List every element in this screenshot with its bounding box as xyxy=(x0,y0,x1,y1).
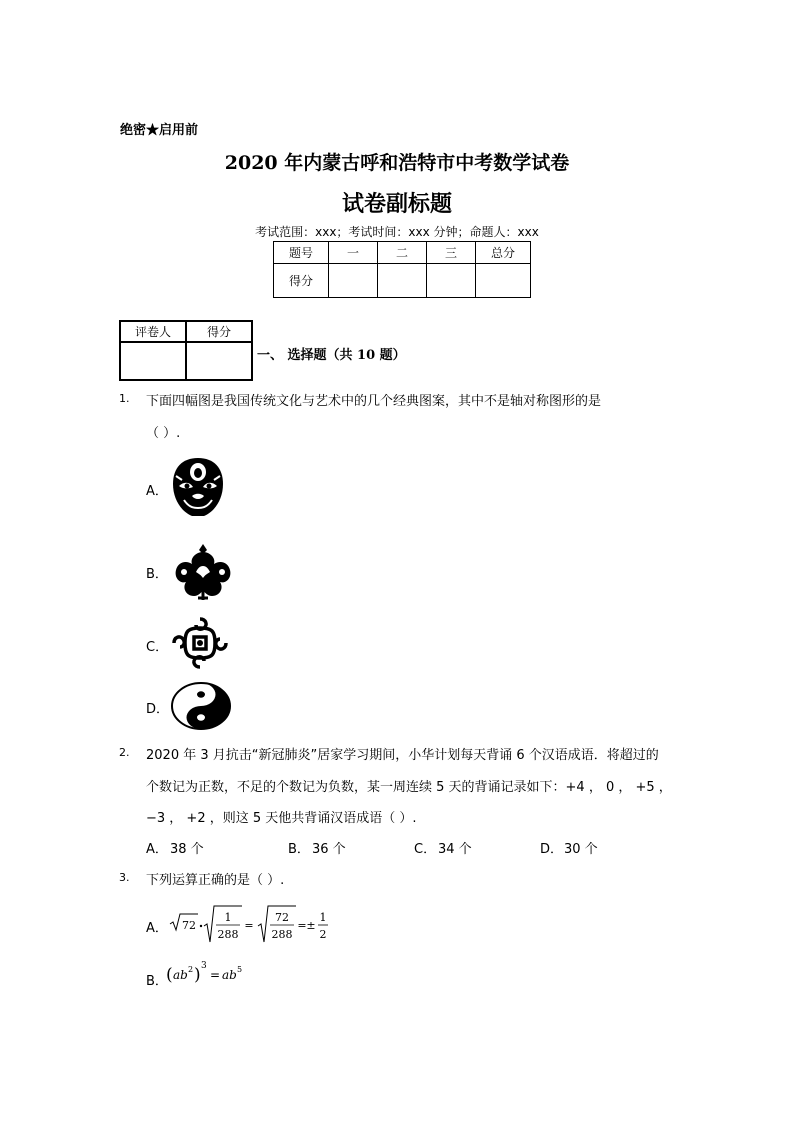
question-number: 1. xyxy=(119,392,130,405)
question-text: 个数记为正数，不足的个数记为负数，某一周连续 5 天的背诵记录如下：+4 ， 0 ， +5 ， xyxy=(146,780,672,795)
score-input-cell[interactable] xyxy=(476,264,531,298)
score-input-cell[interactable] xyxy=(329,264,378,298)
math-expression-b xyxy=(166,958,256,988)
opera-mask-icon xyxy=(170,456,226,518)
grader-input-cell[interactable] xyxy=(120,342,186,380)
option-label[interactable]: D． xyxy=(540,842,564,857)
option-label[interactable]: A． xyxy=(146,842,168,857)
svg-text:): ) xyxy=(194,965,201,985)
score-header-cell: 二 xyxy=(378,242,427,264)
question-number: 3. xyxy=(119,871,130,884)
exam-info: 考试范围：xxx；考试时间：xxx 分钟；命题人：xxx xyxy=(255,225,539,239)
math-base: ab xyxy=(173,968,188,982)
score-header-cell: 三 xyxy=(427,242,476,264)
grader-table xyxy=(119,320,253,381)
score-header-cell: 题号 xyxy=(274,242,329,264)
option-label[interactable]: B． xyxy=(288,842,310,857)
option-label[interactable]: B． xyxy=(146,974,168,989)
fraction-denominator: 2 xyxy=(319,928,327,941)
option-label[interactable]: B． xyxy=(146,567,168,582)
score-table xyxy=(273,241,531,298)
floral-pattern-icon xyxy=(170,542,236,602)
option-text[interactable]: 30 个 xyxy=(564,842,598,857)
yin-yang-icon xyxy=(170,681,232,731)
grader-header-cell: 得分 xyxy=(186,321,252,342)
option-label[interactable]: A． xyxy=(146,484,168,499)
score-input-cell[interactable] xyxy=(378,264,427,298)
option-label[interactable]: D． xyxy=(146,702,170,717)
equals-sign: = xyxy=(297,919,307,932)
exam-subtitle: 试卷副标题 xyxy=(341,191,452,217)
option-text[interactable]: 38 个 xyxy=(170,842,204,857)
option-label[interactable]: A． xyxy=(146,921,168,936)
exam-title: 2020 年内蒙古呼和浩特市中考数学试卷 xyxy=(224,152,570,174)
question-text: 下列运算正确的是（ ）. xyxy=(146,873,285,888)
math-base: ab xyxy=(222,968,237,982)
score-header-cell: 一 xyxy=(329,242,378,264)
grader-input-cell[interactable] xyxy=(186,342,252,380)
radicand-72: 72 xyxy=(182,919,196,932)
score-input-cell[interactable] xyxy=(427,264,476,298)
math-exponent: 3 xyxy=(201,961,207,971)
question-text: 下面四幅图是我国传统文化与艺术中的几个经典图案，其中不是轴对称图形的是 xyxy=(146,394,602,409)
confidential-label: 绝密★启用前 xyxy=(120,123,199,138)
fraction-numerator: 72 xyxy=(275,911,289,924)
score-row-label: 得分 xyxy=(274,264,329,298)
question-text: −3 ， +2 ，则这 5 天他共背诵汉语成语（ ）. xyxy=(146,811,417,826)
fraction-denominator: 288 xyxy=(217,928,239,941)
math-exponent: 2 xyxy=(188,965,194,974)
plus-minus-sign: ± xyxy=(306,919,316,932)
svg-text:(: ( xyxy=(166,965,173,985)
math-exponent: 5 xyxy=(237,965,243,974)
equals-sign: = xyxy=(244,919,254,932)
score-header-cell: 总分 xyxy=(476,242,531,264)
section-heading: 一、 选择题（共 10 题） xyxy=(257,348,406,363)
equals-sign: = xyxy=(210,968,221,982)
grader-header-cell: 评卷人 xyxy=(120,321,186,342)
math-expression-a xyxy=(168,900,338,948)
fraction-denominator: 288 xyxy=(271,928,293,941)
fraction-numerator: 1 xyxy=(224,911,232,924)
question-number: 2. xyxy=(119,746,130,759)
fraction-numerator: 1 xyxy=(319,911,327,924)
option-text[interactable]: 36 个 xyxy=(312,842,346,857)
option-label[interactable]: C． xyxy=(146,640,169,655)
knot-pattern-icon xyxy=(170,615,230,671)
option-label[interactable]: C． xyxy=(414,842,437,857)
question-text: 2020 年 3 月抗击“新冠肺炎”居家学习期间，小华计划每天背诵 6 个汉语成语．将超过的 xyxy=(146,748,659,763)
question-text: （ ）. xyxy=(146,426,181,441)
option-text[interactable]: 34 个 xyxy=(438,842,472,857)
